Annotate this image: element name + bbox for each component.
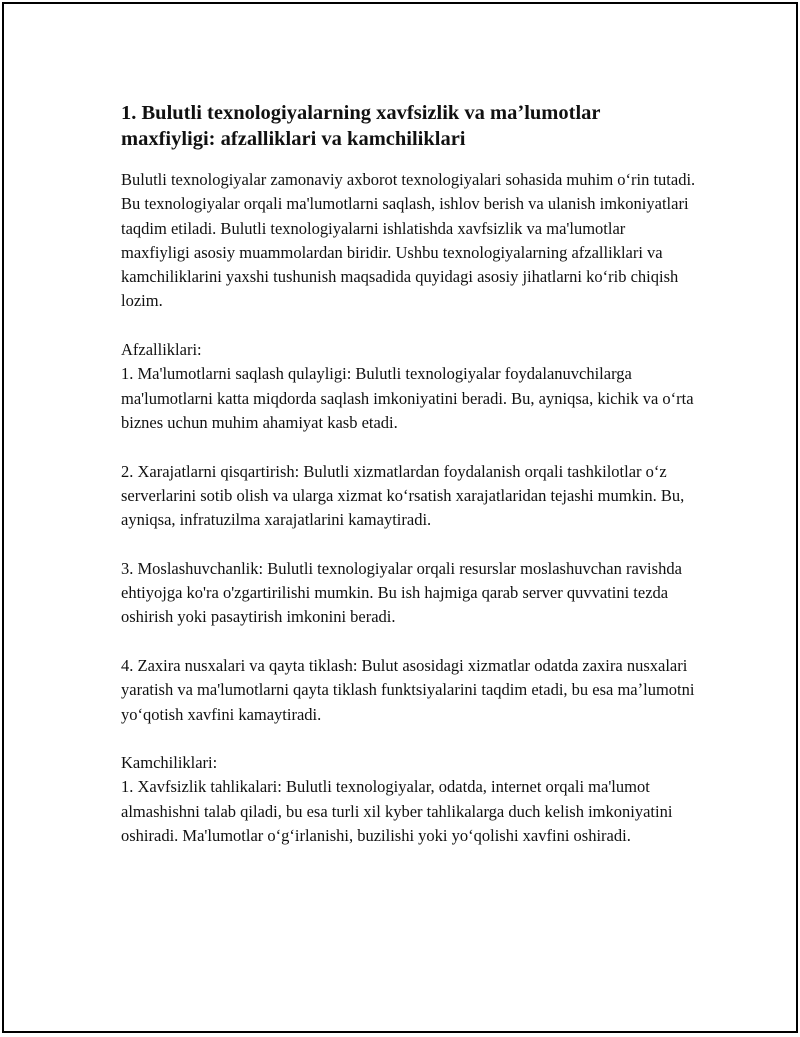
paragraph-spacer [121,630,696,654]
advantages-heading: Afzalliklari: [121,340,202,360]
paragraph-spacer [121,532,696,556]
paragraph-spacer [121,435,696,459]
paragraph-spacer [121,727,696,751]
document-title: 1. Bulutli texnologiyalarning xavfsizlik va maʼlumotlar maxfiyligi: afzalliklari va kamchiliklari [121,102,601,150]
document-page [2,2,798,1033]
paragraph-spacer [121,314,696,338]
document-body [121,100,696,848]
advantage-item-4: 4. Zaxira nusxalari va qayta tiklash: Bulut asosidagi xizmatlar odatda zaxira nusxalari yaratish va ma'lumotlarni qayta tiklash funktsiyalarini taqdim etadi, bu esa maʼlumotni yoʻqotish xavfini kamaytiradi. [121,655,695,724]
advantage-item-1: 1. Ma'lumotlarni saqlash qulayligi: Bulutli texnologiyalar foydalanuvchilarga ma'lumotlarni katta miqdorda saqlash imkoniyatini beradi. Bu, ayniqsa, kichik va oʻrta biznes uchun muhim ahamiyat kasb etadi. [121,364,694,432]
disadvantages-heading: Kamchiliklari: [121,753,218,773]
advantage-item-3: 3. Moslashuvchanlik: Bulutli texnologiyalar orqali resurslar moslashuvchan ravishda ehtiyojga ko'ra o'zgartirilishi mumkin. Bu ish hajmiga qarab server quvvatini tezda oshirish yoki pasaytirish imkonini beradi. [121,558,682,627]
disadvantage-item-1: 1. Xavfsizlik tahlikalari: Bulutli texnologiyalar, odatda, internet orqali ma'lumot almashishni talab qiladi, bu esa turli xil kyber tahlikalarga duch kelish imkoniyatini oshiradi. Ma'lumotlar oʻgʻirlanishi, buzilishi yoki yoʻqolishi xavfini oshiradi. [121,777,673,846]
intro-paragraph: Bulutli texnologiyalar zamonaviy axborot texnologiyalari sohasida muhim oʻrin tutadi. Bu texnologiyalar orqali ma'lumotlarni saqlash, ishlov berish va ulanish imkoniyatlari taqdim etiladi. Bulutli texnologiyalarni ishlatishda xavfsizlik va ma'lumotlar maxfiyligi asosiy muammolardan biridir. Ushbu texnologiyalarning afzalliklari va kamchiliklarini yaxshi tushunish maqsadida quyidagi asosiy jihatlarni koʻrib chiqish lozim. [121,170,696,311]
advantage-item-2: 2. Xarajatlarni qisqartirish: Bulutli xizmatlardan foydalanish orqali tashkilotlar oʻz serverlarini sotib olish va ularga xizmat koʻrsatish xarajatlaridan tejashi mumkin. Bu, ayniqsa, infratuzilma xarajatlarini kamaytiradi. [121,461,685,530]
